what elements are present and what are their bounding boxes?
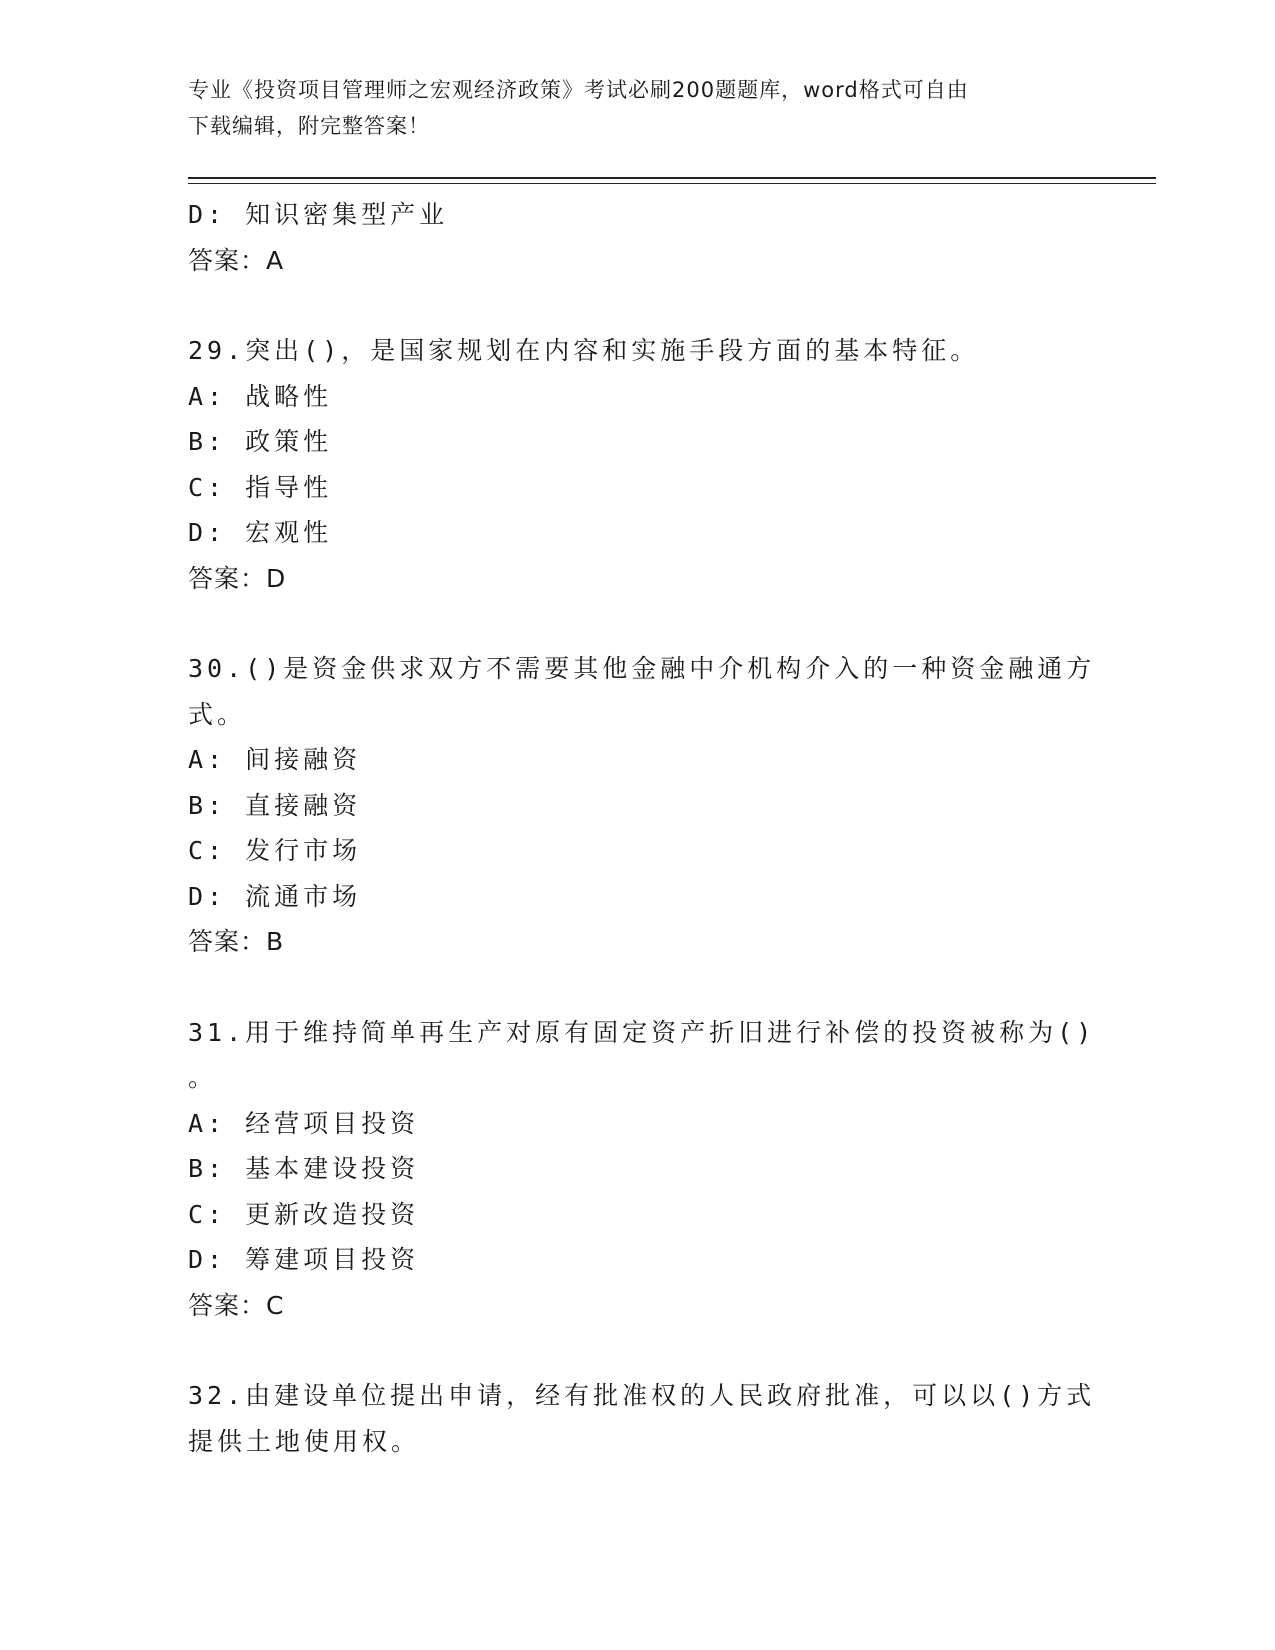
answer-line: 答案：B [188, 927, 285, 956]
header-line-1: 专业《投资项目管理师之宏观经济政策》考试必刷200题题库，word格式可自由 [188, 78, 969, 102]
answer-line: 答案：A [188, 245, 285, 275]
option-a: A: 战略性 [188, 381, 333, 411]
option-d: D: 筹建项目投资 [188, 1245, 420, 1274]
option-c: C: 发行市场 [188, 836, 362, 865]
question-31 [188, 1010, 1096, 1329]
question-29 [188, 328, 1088, 601]
option-b: B: 直接融资 [188, 790, 362, 820]
question-stem-continued: 提供土地使用权。 [188, 1426, 421, 1456]
header-line-2: 下载编辑，附完整答案！ [188, 114, 430, 138]
question-32 [188, 1373, 1096, 1464]
option-c: C: 指导性 [188, 472, 333, 502]
option-d: D: 宏观性 [188, 518, 333, 547]
question-stem: 31.用于维持简单再生产对原有固定资产折旧进行补偿的投资被称为() [188, 1017, 1096, 1047]
option-d: D: 知识密集型产业 [188, 200, 449, 229]
option-a: A: 间接融资 [188, 745, 362, 774]
answer-line: 答案：C [188, 1290, 285, 1320]
option-b: B: 政策性 [188, 427, 333, 456]
header-divider-bottom [188, 183, 1156, 184]
question-stem-continued: 。 [188, 1063, 218, 1092]
document-header [188, 72, 1088, 144]
question-stem: 29.突出()，是国家规划在内容和实施手段方面的基本特征。 [188, 336, 980, 365]
question-list [188, 192, 1096, 1464]
option-d: D: 流通市场 [188, 881, 362, 911]
option-c: C: 更新改造投资 [188, 1199, 420, 1229]
question-stem: 32.由建设单位提出申请，经有批准权的人民政府批准，可以以()方式 [188, 1381, 1096, 1410]
option-a: A: 经营项目投资 [188, 1108, 420, 1138]
question-stem: 30.()是资金供求双方不需要其他金融中介机构介入的一种资金融通方 [188, 654, 1096, 683]
option-b: B: 基本建设投资 [188, 1154, 420, 1183]
question-30 [188, 646, 1096, 965]
question-stem-continued: 式。 [188, 699, 247, 729]
header-divider-top [188, 177, 1156, 179]
answer-line: 答案：D [188, 563, 287, 593]
